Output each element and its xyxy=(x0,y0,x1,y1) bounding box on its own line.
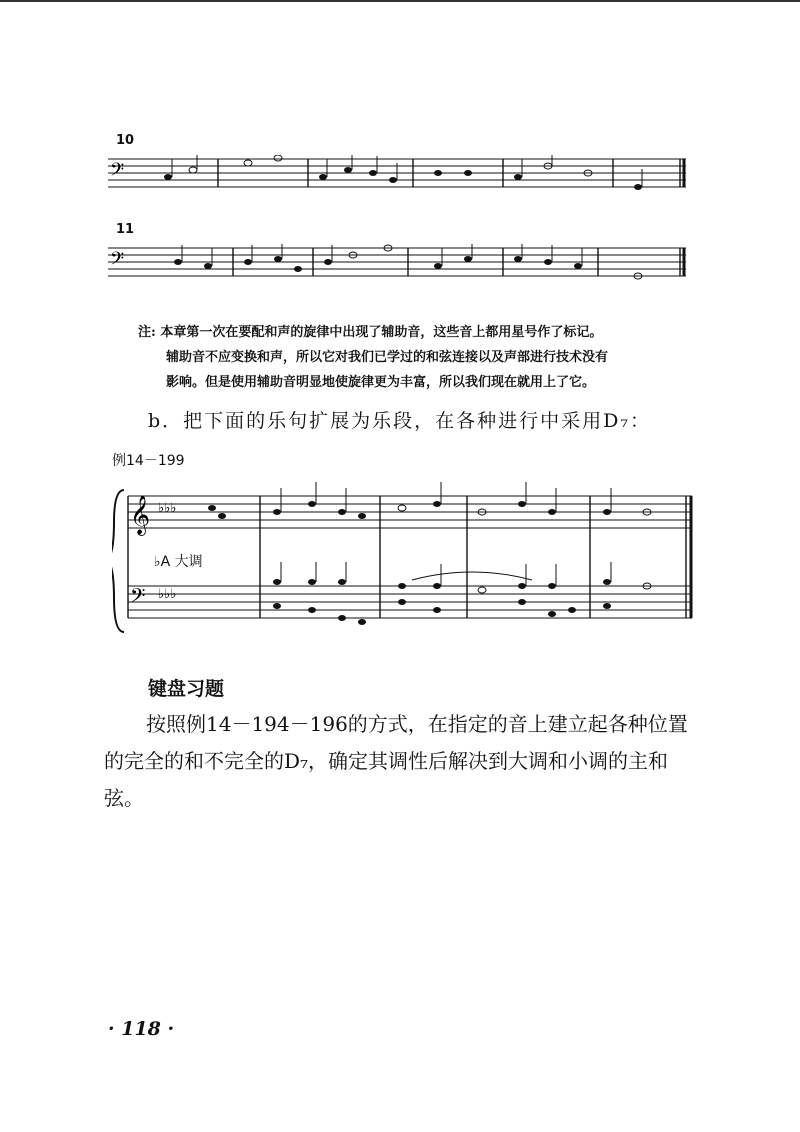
music-staff-11 xyxy=(108,244,686,284)
music-staff-10 xyxy=(108,155,686,195)
svg-text:𝄢: 𝄢 xyxy=(110,160,125,185)
svg-text:♭♭♭: ♭♭♭ xyxy=(158,587,177,602)
svg-text:𝄢: 𝄢 xyxy=(110,249,125,274)
svg-text:♭♭♭: ♭♭♭ xyxy=(158,501,177,516)
body-paragraph xyxy=(104,706,704,817)
key-signature-label: ♭A 大调 xyxy=(152,551,205,571)
example-10-number: 10 xyxy=(116,133,135,148)
page-number: · 118 · xyxy=(108,1018,175,1040)
footnote-line-1: 注: 本章第一次在要配和声的旋律中出现了辅助音，这些音上都用星号作了标记。 xyxy=(138,325,603,340)
footnote-line-3: 影响。但是使用辅助音明显地使旋律更为丰富，所以我们现在就用上了它。 xyxy=(166,375,596,390)
example-11-number: 11 xyxy=(116,222,135,237)
paragraph-line-1: 按照例14－194－196的方式，在指定的音上建立起各种位置 xyxy=(146,712,688,736)
section-title: 键盘习题 xyxy=(148,678,225,700)
example-label: 例14－199 xyxy=(112,453,185,469)
footnote xyxy=(138,320,698,395)
footnote-line-2: 辅助音不应变换和声，所以它对我们已学过的和弦连接以及声部进行技术没有 xyxy=(166,350,609,365)
svg-text:𝄞: 𝄞 xyxy=(130,495,151,535)
task-b-heading: b．把下面的乐句扩展为乐段，在各种进行中采用D₇： xyxy=(148,410,652,432)
top-rule xyxy=(0,0,800,2)
svg-text:𝄢: 𝄢 xyxy=(130,584,146,612)
paragraph-line-3: 弦。 xyxy=(104,786,144,810)
paragraph-line-2: 的完全的和不完全的D₇，确定其调性后解决到大调和小调的主和 xyxy=(104,749,669,773)
